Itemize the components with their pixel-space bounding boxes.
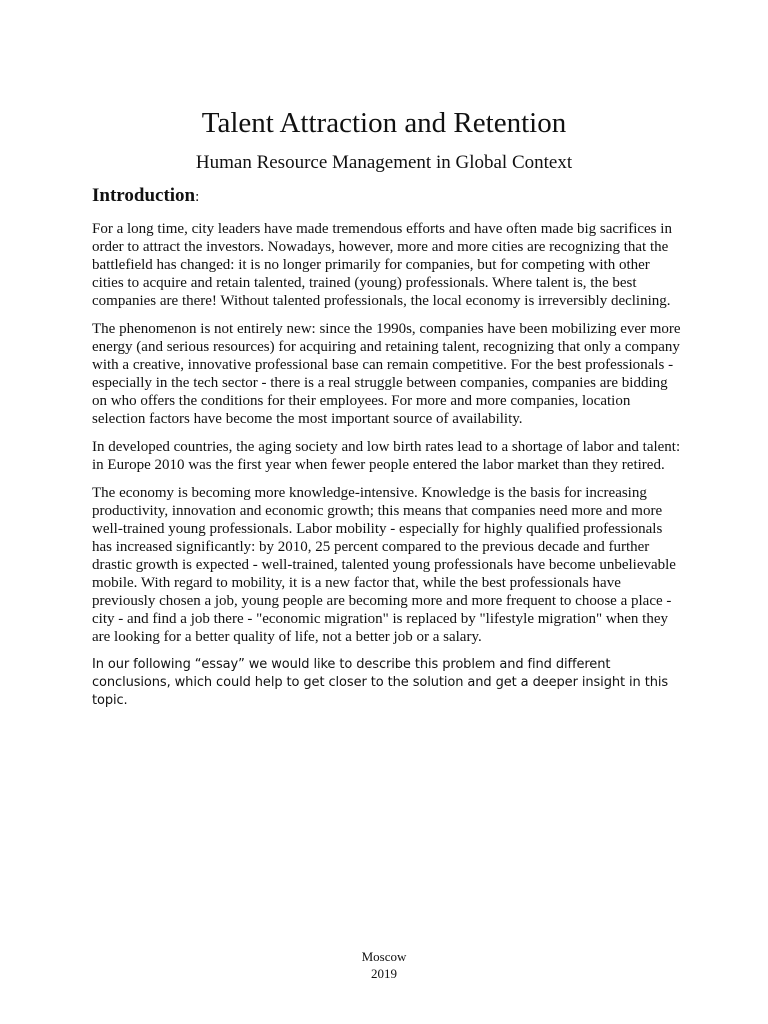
section-heading-colon: : xyxy=(195,189,200,205)
body-text xyxy=(92,220,682,720)
paragraph-2: The phenomenon is not entirely new: since the 1990s, companies have been mobilizing ever more energy (and serious resources) for acquiring and retaining talent, recognizing that only a company with a creative, innovative professional base can remain competitive. For the best professionals - especially in the tech sector - there is a real struggle between companies, companies are bidding on who offers the conditions for their employees. For more and more companies, location selection factors have become the most important source of availability. xyxy=(92,321,681,427)
paragraph-3: In developed countries, the aging society and low birth rates lead to a shortage of labor and talent: in Europe 2010 was the first year when fewer people entered the labor market than they retired. xyxy=(92,439,681,473)
document-subtitle: Human Resource Management in Global Context xyxy=(195,152,573,173)
paragraph-1: For a long time, city leaders have made tremendous efforts and have often made big sacrifices in order to attract the investors. Nowadays, however, more and more cities are recognizing that the battlefield has changed: it is no longer primarily for companies, but for competing with other cities to acquire and retain talented, trained (young) professionals. Where talent is, the best companies are there! Without talented professionals, the local economy is irreversibly declining. xyxy=(92,221,672,309)
footer-city: Moscow xyxy=(361,949,407,964)
paragraph-5: In our following “essay” we would like to describe this problem and find different conclusions, which could help to get closer to the solution and get a deeper insight in this topic. xyxy=(92,657,669,708)
paragraph-4: The economy is becoming more knowledge-intensive. Knowledge is the basis for increasing productivity, innovation and economic growth; this means that companies need more and more well-trained young professionals. Labor mobility - especially for highly qualified professionals has increased significantly: by 2010, 25 percent compared to the previous decade and further drastic growth is expected - well-trained, talented young professionals have become unbelievable mobile. With regard to mobility, it is a new factor that, while the best professionals have previously chosen a job, young people are becoming more and more frequent to choose a place - city - and find a job there - "economic migration" is replaced by "lifestyle migration" when they are looking for a better quality of life, not a better job or a salary. xyxy=(92,485,676,645)
footer-year: 2019 xyxy=(371,966,397,981)
section-heading-text: Introduction xyxy=(92,185,196,206)
section-heading-introduction xyxy=(92,183,199,210)
document-title: Talent Attraction and Retention xyxy=(201,107,567,139)
document-footer xyxy=(0,948,768,982)
